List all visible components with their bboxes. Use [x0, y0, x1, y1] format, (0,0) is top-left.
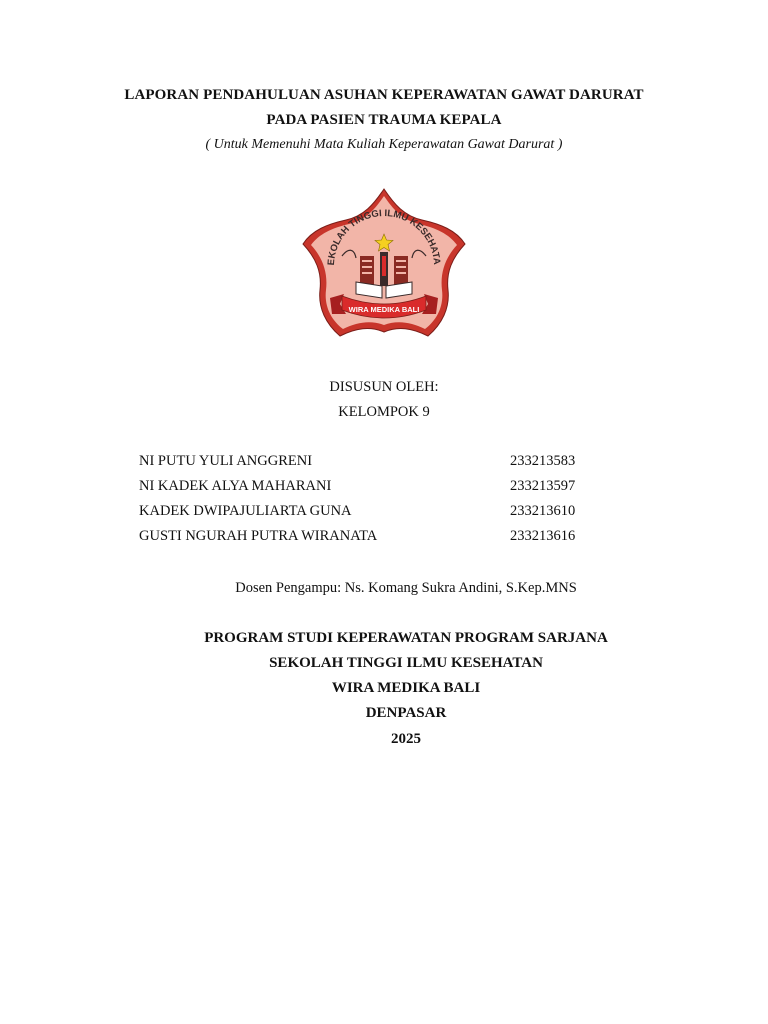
- institution-school: SEKOLAH TINGGI ILMU KESEHATAN: [269, 655, 543, 671]
- group-name: KELOMPOK 9: [338, 404, 430, 420]
- member-id: 233213597: [510, 478, 576, 494]
- logo-seal-icon: [300, 186, 468, 342]
- report-subtitle: ( Untuk Memenuhi Mata Kuliah Keperawatan Gawat Darurat ): [205, 137, 563, 152]
- member-name: NI KADEK ALYA MAHARANI: [139, 478, 332, 494]
- institution-program: PROGRAM STUDI KEPERAWATAN PROGRAM SARJANA: [204, 630, 608, 646]
- list-item: [139, 453, 599, 478]
- member-id: 233213616: [510, 528, 576, 544]
- member-name: GUSTI NGURAH PUTRA WIRANATA: [139, 528, 378, 544]
- logo-arc-text: EKOLAH TINGGI ILMU KESEHATA: [325, 208, 443, 266]
- member-name: KADEK DWIPAJULIARTA GUNA: [139, 503, 352, 519]
- authors-label: DISUSUN OLEH:: [329, 379, 439, 395]
- report-title-line1: LAPORAN PENDAHULUAN ASUHAN KEPERAWATAN GAWAT DARURAT: [124, 87, 644, 103]
- list-item: [139, 503, 599, 528]
- logo-ribbon-text: WIRA MEDIKA BALI: [348, 305, 420, 314]
- temple-gate-icon: [360, 252, 408, 286]
- report-title-line2: PADA PASIEN TRAUMA KEPALA: [266, 112, 502, 128]
- list-item: [139, 528, 599, 553]
- institution-logo: [300, 186, 468, 342]
- lecturer-line: Dosen Pengampu: Ns. Komang Sukra Andini, S.Kep.MNS: [235, 580, 577, 596]
- document-year: 2025: [391, 731, 421, 747]
- list-item: [139, 478, 599, 503]
- institution-city: DENPASAR: [365, 705, 447, 721]
- member-name: NI PUTU YULI ANGGRENI: [139, 453, 313, 469]
- member-id: 233213583: [510, 453, 576, 469]
- member-id: 233213610: [510, 503, 576, 519]
- member-list: [139, 453, 599, 553]
- institution-name: WIRA MEDIKA BALI: [331, 680, 481, 696]
